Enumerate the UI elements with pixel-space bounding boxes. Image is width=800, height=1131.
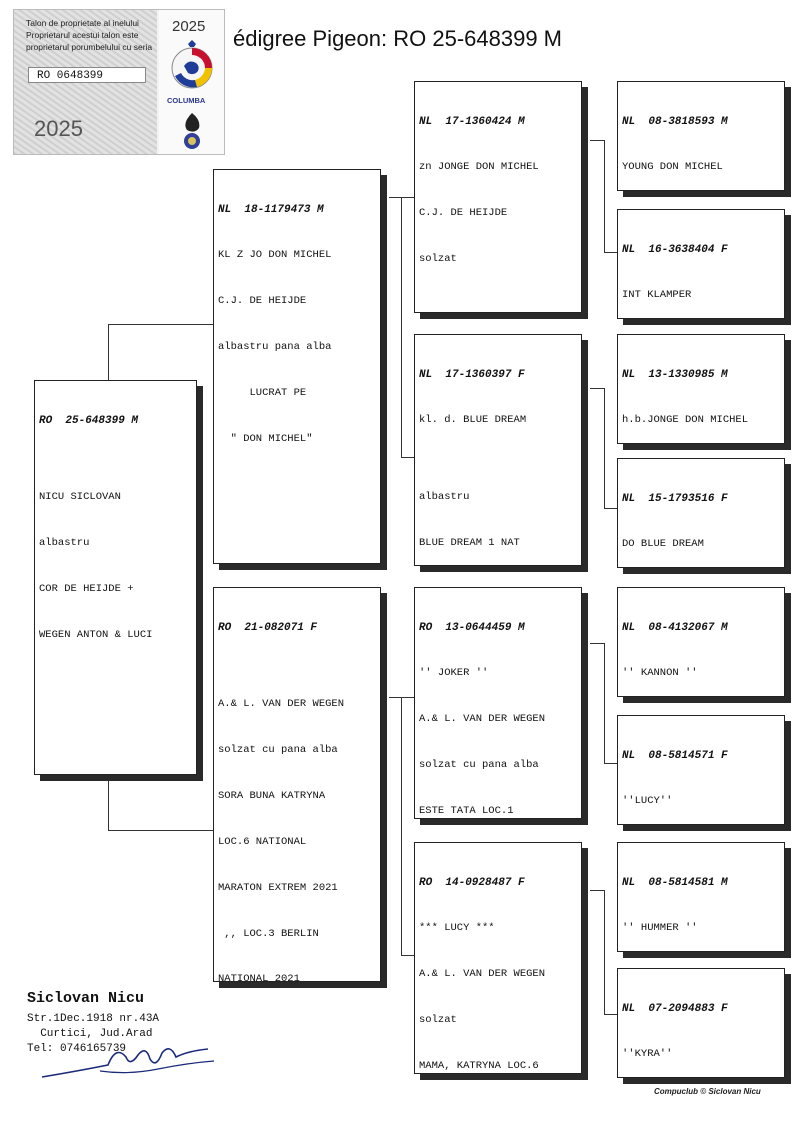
pedigree-line: " DON MICHEL" [218,433,313,446]
pigeon-box-ds-dam [617,715,785,825]
ring-ownership-ticket [13,9,225,155]
ticket-ring-number: RO 0648399 [28,67,146,83]
pedigree-line: INT KLAMPER [622,289,692,302]
ring-number: NL 17-1360424 M [419,115,525,128]
ring-number: RO 14-0928487 F [419,876,525,889]
connector-line [389,197,415,198]
pedigree-line: albastru [419,490,470,503]
pigeon-box-sd-sire [617,334,785,444]
pedigree-line: C.J. DE HEIJDE [419,207,508,220]
ticket-brand: COLUMBA [167,96,206,105]
ticket-left-panel [14,10,157,154]
pedigree-line: ''KYRA'' [622,1048,673,1061]
pedigree-line: KL Z JO DON MICHEL [218,249,332,262]
ticket-line: proprietarul porumbelului cu seria [26,42,153,52]
pedigree-line: solzat cu pana alba [419,759,539,772]
pedigree-line: NICU SICLOVAN [39,491,121,504]
pedigree-line: C.J. DE HEIJDE [218,295,307,308]
pedigree-line: albastru [39,536,90,549]
pigeon-box-dam [213,587,381,982]
ring-number: NL 08-4132067 M [622,621,728,634]
pedigree-line: YOUNG DON MICHEL [622,161,723,174]
connector-line [590,140,604,141]
ring-number: NL 13-1330985 M [622,368,728,381]
ticket-line: Talon de proprietate al inelului [26,18,139,28]
pedigree-line: SORA BUNA KATRYNA [218,789,326,802]
sender-address-line: Tel: 0746165739 [27,1043,127,1055]
pedigree-line: A.& L. VAN DER WEGEN [419,968,546,981]
columba-logo-icon [167,40,217,96]
pigeon-box-ss-dam [617,209,785,319]
ring-number: RO 25-648399 M [39,414,139,427]
connector-line [604,763,618,764]
pedigree-line: A.& L. VAN DER WEGEN [218,698,345,711]
footer-credit: Compuclub © Siclovan Nicu [654,1087,761,1096]
pedigree-line: MARATON EXTREM 2021 [218,881,338,894]
connector-line [604,140,605,252]
pedigree-line: WEGEN ANTON & LUCI [39,628,153,641]
pedigree-line: solzat cu pana alba [218,743,338,756]
connector-line [389,697,415,698]
pedigree-line: DO BLUE DREAM [622,538,704,551]
ring-number: NL 17-1360397 F [419,368,525,381]
connector-line [604,508,618,509]
pedigree-line: '' HUMMER '' [622,922,698,935]
pedigree-line: kl. d. BLUE DREAM [419,414,527,427]
pedigree-line: solzat [419,253,457,266]
page-title: édigree Pigeon: RO 25-648399 M [233,26,562,51]
pedigree-line: ESTE TATA LOC.1 [419,805,514,818]
sender-address-line: Curtici, Jud.Arad [27,1028,153,1040]
connector-line [590,890,604,891]
pigeon-box-dd-sire [617,842,785,952]
connector-line [401,955,415,956]
ticket-line: Proprietarul acestui talon este [26,30,139,40]
connector-line [401,457,415,458]
pigeon-box-dam-sire [414,587,582,819]
ticket-year-right: 2025 [172,18,206,35]
pigeon-box-ss-sire [617,81,785,191]
ring-number: RO 21-082071 F [218,621,318,634]
pigeon-box-ds-sire [617,587,785,697]
ring-number: NL 08-5814581 M [622,876,728,889]
sender-address-line: Str.1Dec.1918 nr.43A [27,1013,160,1025]
signature-icon [38,1035,218,1085]
pigeon-box-sd-dam [617,458,785,568]
connector-line [604,252,618,253]
pedigree-line: ''LUCY'' [622,795,673,808]
ring-number: NL 16-3638404 F [622,243,728,256]
pigeon-box-dd-dam [617,968,785,1078]
pigeon-box-sire-dam [414,334,582,566]
pedigree-line: solzat [419,1014,457,1027]
connector-line [108,830,214,831]
connector-line [401,697,402,955]
pedigree-line: albastru pana alba [218,341,332,354]
pedigree-line: ,, LOC.3 BERLIN [218,927,319,940]
ring-number: NL 08-5814571 F [622,749,728,762]
pedigree-line: '' KANNON '' [622,667,698,680]
columba-emblem-icon [173,110,211,150]
sender-name: Siclovan Nicu [27,990,145,1007]
connector-line [604,643,605,763]
pigeon-box-main [34,380,197,775]
connector-line [590,643,604,644]
connector-line [604,890,605,1014]
ticket-year: 2025 [34,116,83,141]
pedigree-line: NATIONAL 2021 [218,973,300,982]
connector-line [108,324,214,325]
connector-line [401,197,402,457]
pedigree-line: MAMA, KATRYNA LOC.6 [419,1060,539,1073]
pigeon-box-dam-dam [414,842,582,1074]
pedigree-line: A.& L. VAN DER WEGEN [419,713,546,726]
ring-number: NL 07-2094883 F [622,1002,728,1015]
pedigree-line: BLUE DREAM 1 NAT [419,536,520,549]
ring-number: NL 15-1793516 F [622,492,728,505]
connector-line [604,388,605,508]
pigeon-box-sire [213,169,381,564]
connector-line [604,1014,618,1015]
pedigree-line: LOC.6 NATIONAL [218,835,307,848]
ring-number: NL 18-1179473 M [218,203,324,216]
pedigree-line: LUCRAT PE [218,387,307,400]
ring-number: RO 13-0644459 M [419,621,525,634]
ticket-right-panel [159,10,224,154]
pigeon-box-sire-sire [414,81,582,313]
pedigree-line: *** LUCY *** [419,922,495,935]
pedigree-line: '' JOKER '' [419,667,489,680]
ring-number: NL 08-3818593 M [622,115,728,128]
pedigree-line: h.b.JONGE DON MICHEL [622,414,749,427]
pedigree-line: zn JONGE DON MICHEL [419,161,539,174]
connector-line [590,388,604,389]
pedigree-line: COR DE HEIJDE + [39,582,134,595]
